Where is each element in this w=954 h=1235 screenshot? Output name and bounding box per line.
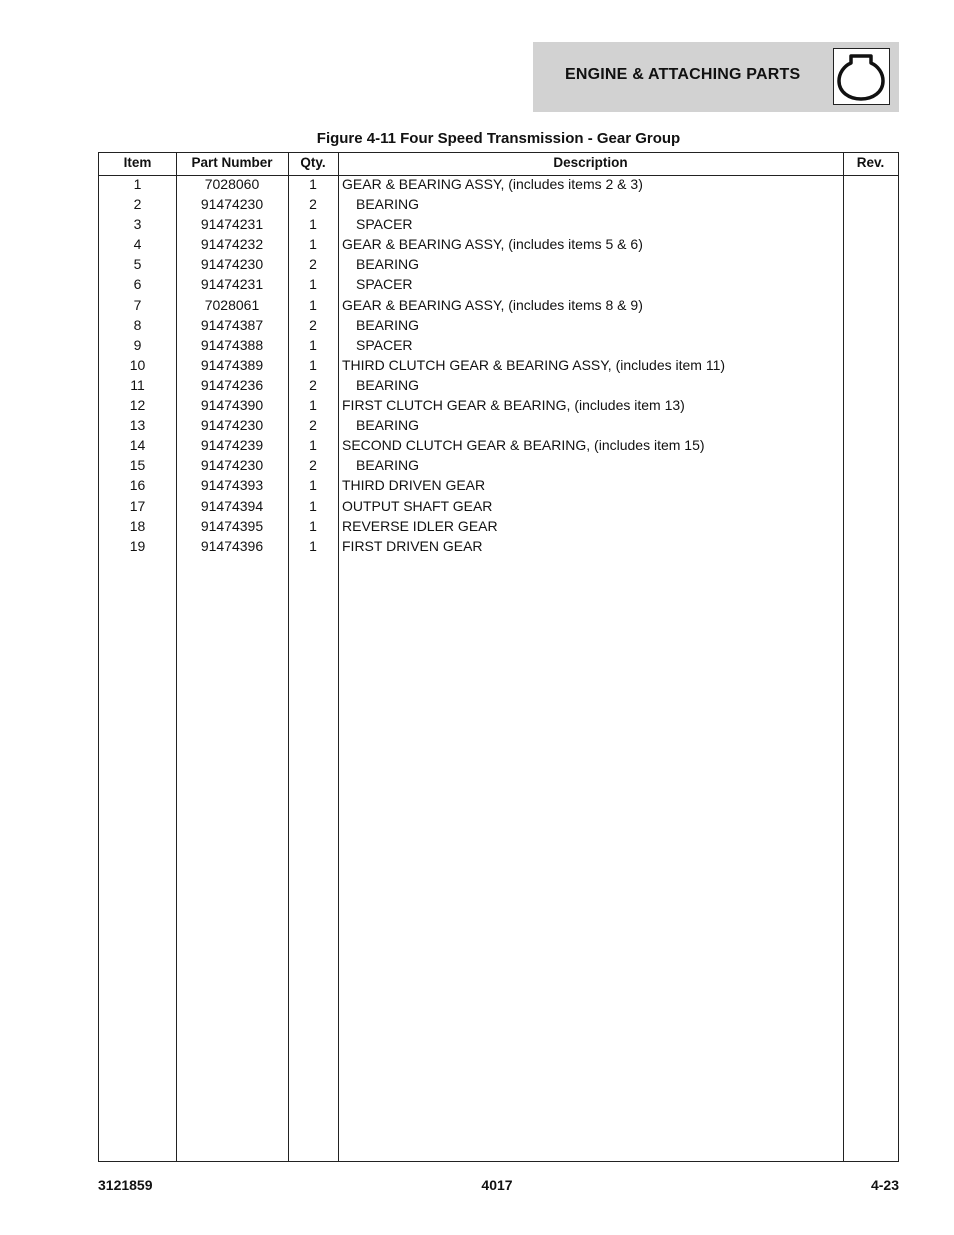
table-row bbox=[99, 336, 898, 356]
table-row bbox=[99, 215, 898, 235]
cell-item: 4 bbox=[133, 236, 142, 253]
cell-item: 5 bbox=[133, 256, 142, 273]
cell-part-number: 91474231 bbox=[200, 216, 264, 233]
cell-description: FIRST DRIVEN GEAR bbox=[342, 537, 483, 554]
section-title: ENGINE & ATTACHING PARTS bbox=[565, 66, 801, 83]
cell-description: GEAR & BEARING ASSY, (includes items 8 & 9) bbox=[342, 296, 643, 313]
cell-part-number: 91474394 bbox=[200, 497, 264, 514]
engine-icon bbox=[833, 48, 890, 105]
cell-description: SECOND CLUTCH GEAR & BEARING, (includes item 15) bbox=[342, 437, 705, 454]
footer-model: 4017 bbox=[481, 1177, 513, 1193]
header-qty: Qty. bbox=[300, 155, 326, 170]
cell-qty: 2 bbox=[309, 256, 317, 273]
cell-item: 6 bbox=[133, 276, 142, 293]
header-item: Item bbox=[123, 155, 152, 170]
cell-qty: 1 bbox=[309, 497, 317, 514]
cell-qty: 1 bbox=[309, 517, 317, 534]
cell-qty: 2 bbox=[309, 376, 317, 393]
cell-part-number: 7028061 bbox=[204, 296, 260, 313]
cell-qty: 2 bbox=[309, 196, 317, 213]
cell-qty: 1 bbox=[309, 236, 317, 253]
cell-part-number: 91474239 bbox=[200, 437, 264, 454]
cell-description: FIRST CLUTCH GEAR & BEARING, (includes item 13) bbox=[342, 397, 685, 414]
table-row bbox=[99, 195, 898, 215]
cell-description: SPACER bbox=[356, 276, 413, 293]
table-row bbox=[99, 376, 898, 396]
table-row bbox=[99, 175, 898, 195]
cell-qty: 1 bbox=[309, 296, 317, 313]
cell-part-number: 91474396 bbox=[200, 537, 264, 554]
cell-qty: 1 bbox=[309, 356, 317, 373]
cell-description: BEARING bbox=[356, 196, 420, 213]
cell-qty: 1 bbox=[309, 216, 317, 233]
table-row bbox=[99, 497, 898, 517]
table-row bbox=[99, 537, 898, 557]
cell-part-number: 91474389 bbox=[200, 356, 264, 373]
footer-page-number: 4-23 bbox=[870, 1177, 899, 1193]
header-description: Description bbox=[553, 155, 628, 170]
parts-table bbox=[98, 152, 899, 1162]
cell-qty: 1 bbox=[309, 397, 317, 414]
table-row bbox=[99, 235, 898, 255]
cell-item: 19 bbox=[129, 537, 146, 554]
cell-description: BEARING bbox=[356, 457, 420, 474]
cell-item: 13 bbox=[129, 417, 146, 434]
cell-item: 9 bbox=[133, 336, 142, 353]
cell-qty: 1 bbox=[309, 537, 317, 554]
cell-item: 3 bbox=[133, 216, 142, 233]
cell-part-number: 91474232 bbox=[200, 236, 264, 253]
header-rev: Rev. bbox=[856, 155, 885, 170]
section-tab bbox=[533, 42, 899, 112]
cell-item: 12 bbox=[129, 397, 146, 414]
cell-part-number: 91474395 bbox=[200, 517, 264, 534]
figure-title: Figure 4-11 Four Speed Transmission - Gear Group bbox=[316, 130, 681, 147]
cell-qty: 2 bbox=[309, 417, 317, 434]
cell-description: SPACER bbox=[356, 216, 413, 233]
table-row bbox=[99, 396, 898, 416]
table-row bbox=[99, 436, 898, 456]
cell-description: BEARING bbox=[356, 256, 420, 273]
cell-qty: 2 bbox=[309, 316, 317, 333]
cell-item: 7 bbox=[133, 296, 142, 313]
cell-description: THIRD CLUTCH GEAR & BEARING ASSY, (includes item 11) bbox=[342, 356, 726, 373]
cell-part-number: 91474230 bbox=[200, 457, 264, 474]
cell-description: GEAR & BEARING ASSY, (includes items 2 & 3) bbox=[342, 176, 643, 192]
table-row bbox=[99, 416, 898, 436]
table-row bbox=[99, 476, 898, 496]
cell-item: 18 bbox=[129, 517, 146, 534]
cell-qty: 1 bbox=[309, 477, 317, 494]
cell-part-number: 91474388 bbox=[200, 336, 264, 353]
cell-description: BEARING bbox=[356, 376, 420, 393]
cell-qty: 1 bbox=[309, 276, 317, 293]
header-part-number: Part Number bbox=[191, 155, 273, 170]
cell-part-number: 91474231 bbox=[200, 276, 264, 293]
cell-description: THIRD DRIVEN GEAR bbox=[342, 477, 486, 494]
table-row bbox=[99, 517, 898, 537]
cell-qty: 2 bbox=[309, 457, 317, 474]
cell-part-number: 91474230 bbox=[200, 196, 264, 213]
cell-description: SPACER bbox=[356, 336, 413, 353]
cell-item: 8 bbox=[133, 316, 142, 333]
table-row bbox=[99, 275, 898, 295]
table-row bbox=[99, 296, 898, 316]
engine-outline-icon bbox=[834, 49, 888, 103]
cell-part-number: 91474390 bbox=[200, 397, 264, 414]
cell-item: 11 bbox=[130, 376, 145, 393]
cell-part-number: 91474230 bbox=[200, 256, 264, 273]
cell-item: 1 bbox=[133, 176, 142, 192]
cell-item: 17 bbox=[129, 497, 146, 514]
cell-item: 14 bbox=[129, 437, 146, 454]
cell-qty: 1 bbox=[309, 176, 317, 192]
cell-description: GEAR & BEARING ASSY, (includes items 5 & 6) bbox=[342, 236, 643, 253]
cell-item: 10 bbox=[129, 356, 146, 373]
table-row bbox=[99, 456, 898, 476]
cell-part-number: 91474393 bbox=[200, 477, 264, 494]
cell-description: BEARING bbox=[356, 316, 420, 333]
table-row bbox=[99, 316, 898, 336]
cell-qty: 1 bbox=[309, 437, 317, 454]
table-row bbox=[99, 356, 898, 376]
table-row bbox=[99, 255, 898, 275]
cell-part-number: 91474230 bbox=[200, 417, 264, 434]
cell-item: 16 bbox=[129, 477, 146, 494]
cell-qty: 1 bbox=[309, 336, 317, 353]
cell-description: BEARING bbox=[356, 417, 420, 434]
table-body bbox=[99, 175, 898, 557]
cell-part-number: 91474236 bbox=[200, 376, 264, 393]
cell-item: 2 bbox=[133, 196, 142, 213]
footer-doc-number: 3121859 bbox=[98, 1177, 153, 1193]
cell-part-number: 7028060 bbox=[204, 176, 260, 192]
cell-description: OUTPUT SHAFT GEAR bbox=[342, 497, 493, 514]
cell-item: 15 bbox=[129, 457, 146, 474]
cell-part-number: 91474387 bbox=[200, 316, 264, 333]
cell-description: REVERSE IDLER GEAR bbox=[342, 517, 498, 534]
